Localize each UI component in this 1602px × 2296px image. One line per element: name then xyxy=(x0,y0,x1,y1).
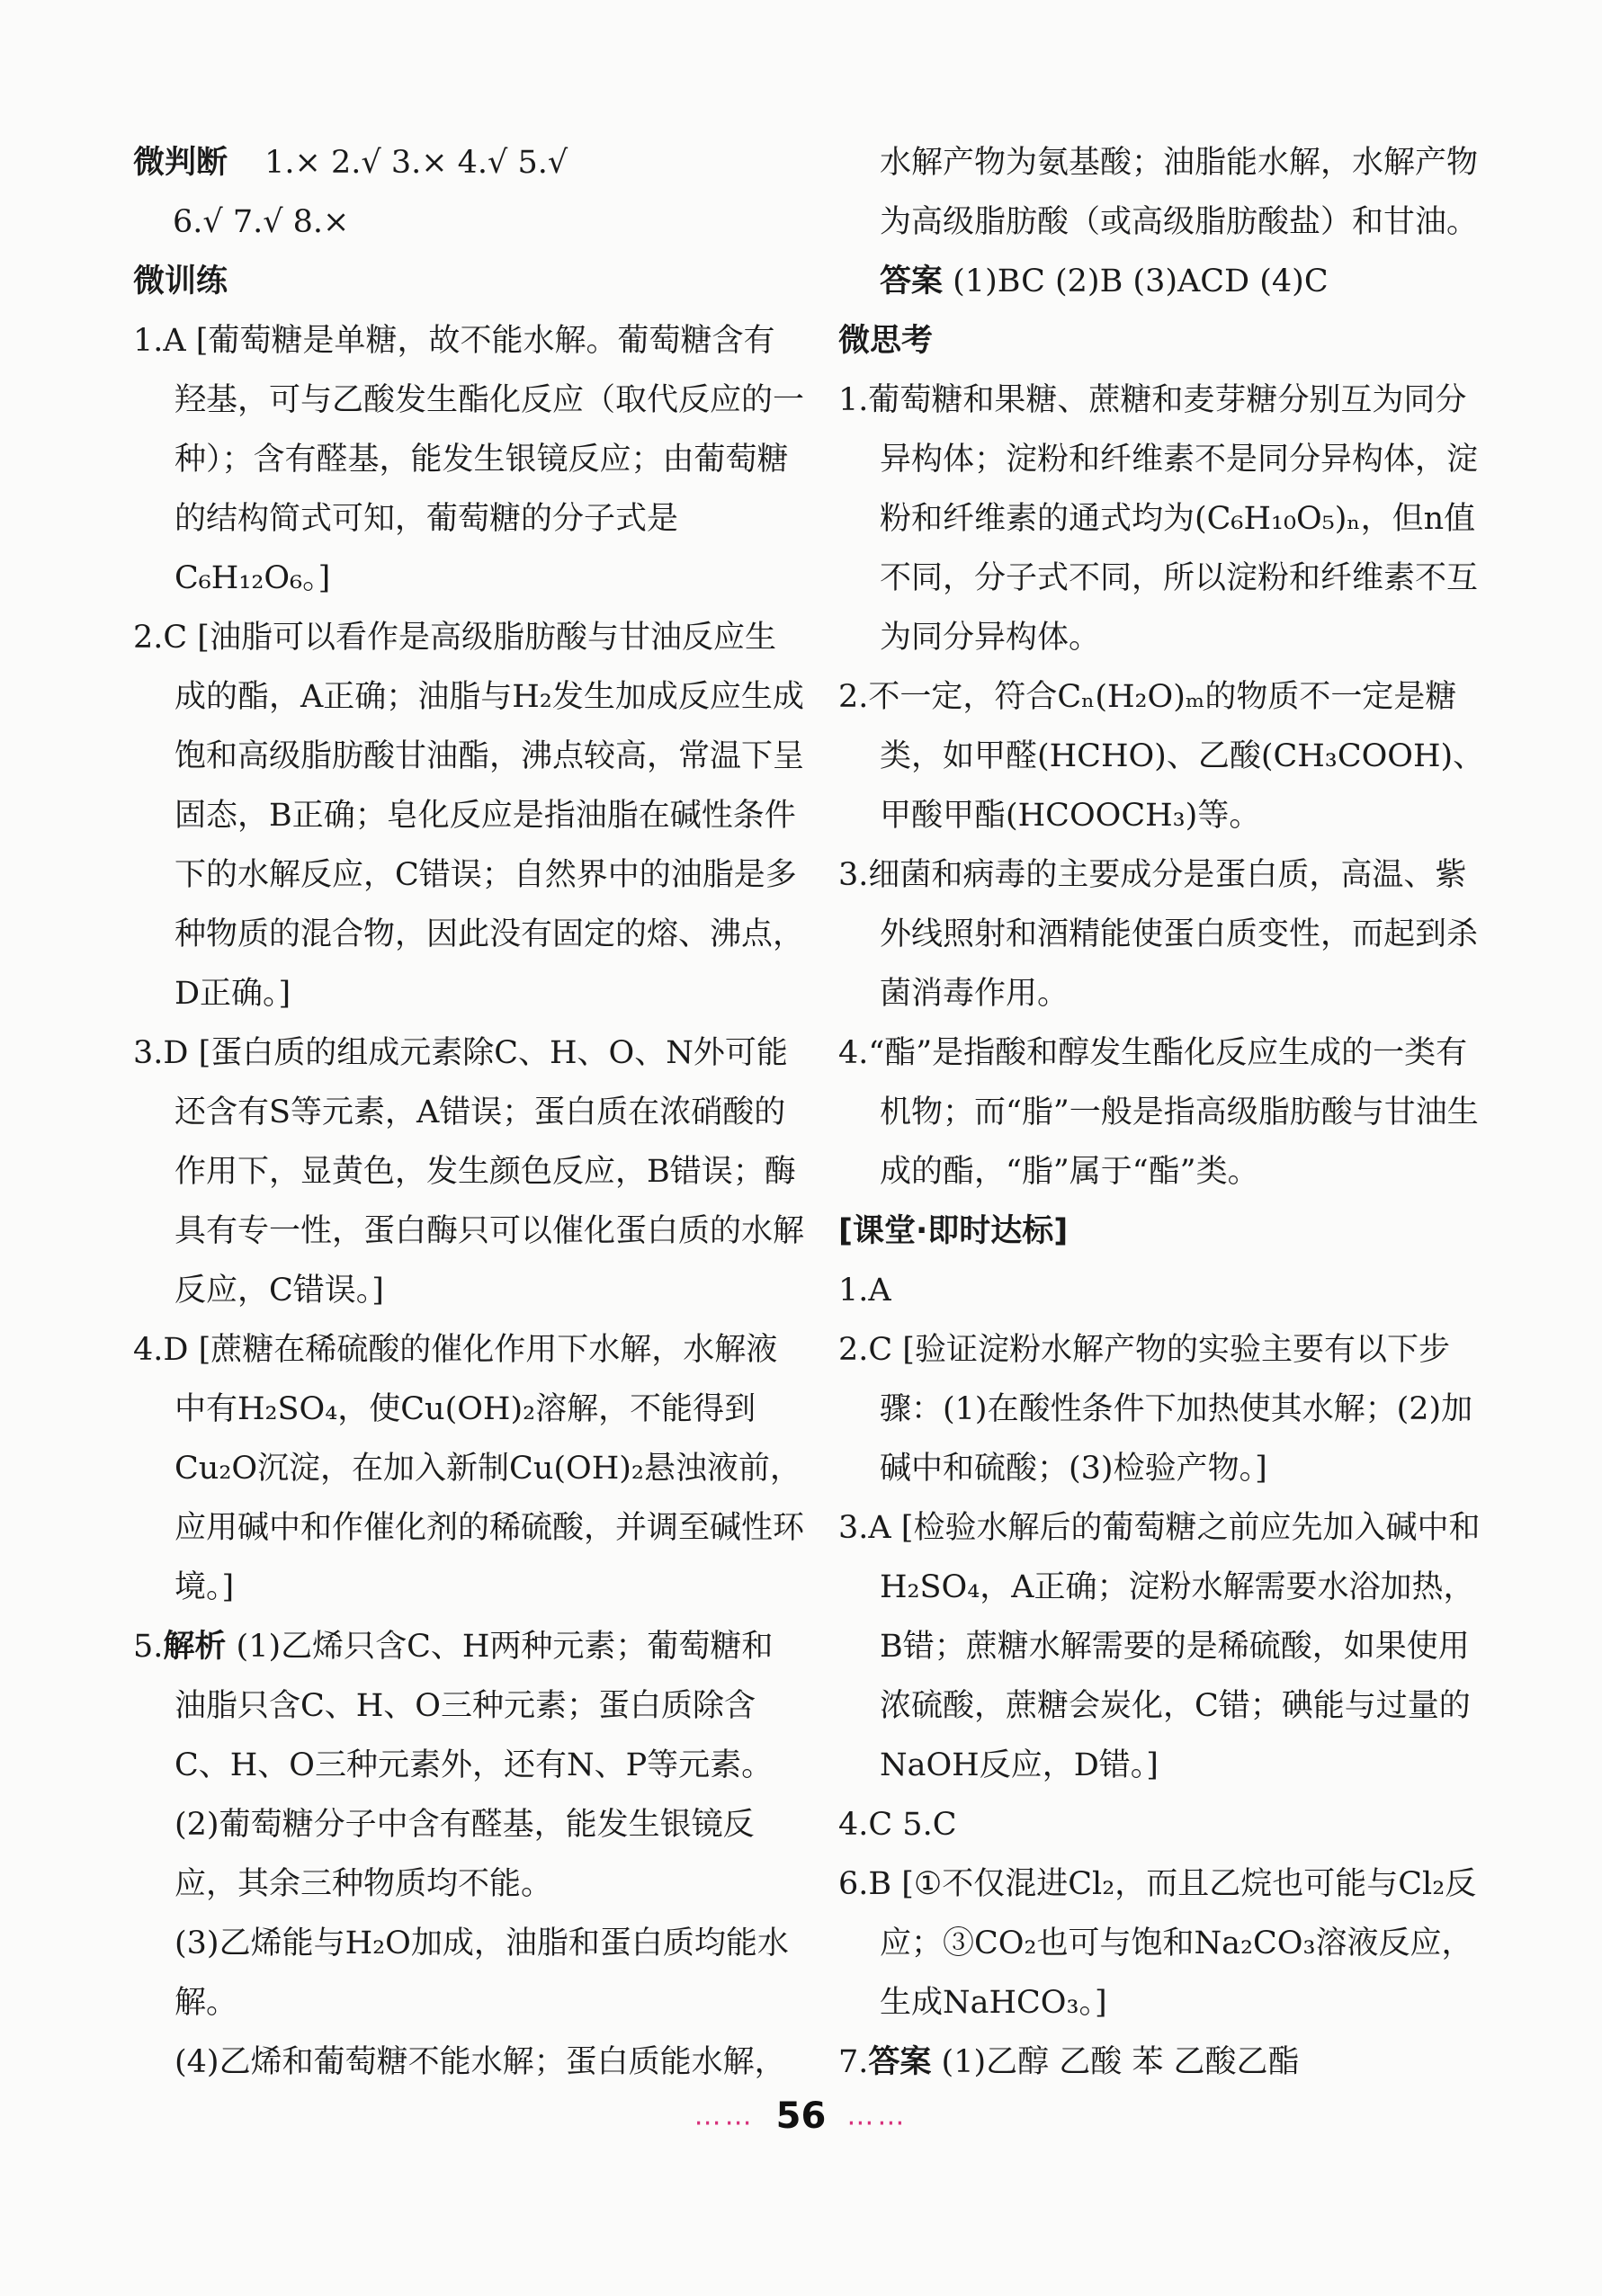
train-item-5 xyxy=(133,1617,804,1795)
judge-heading: 微判断 xyxy=(133,145,228,181)
right-column xyxy=(838,133,1495,2092)
item-5-number: 5. xyxy=(133,1629,164,1665)
train-item-3: 3.D [蛋白质的组成元素除C、H、O、N外可能还含有S等元素，A错误；蛋白质在浓硝酸的作用下，显黄色，发生颜色反应，B错误；酶具有专一性，蛋白酶只可以催化蛋白质的水解反应，C错误。] xyxy=(133,1035,805,1309)
item-7-number: 7. xyxy=(838,2044,869,2080)
judge-answers-2: 6.√ 7.√ 8.× xyxy=(173,204,350,240)
item-7-answer-text: (1)乙醇 乙酸 苯 乙酸乙酯 xyxy=(931,2044,1300,2080)
practice-item-4-5: 4.C 5.C xyxy=(838,1807,957,1843)
think-item-1: 1.葡萄糖和果糖、蔗糖和麦芽糖分别互为同分异构体；淀粉和纤维素不是同分异构体，淀粉和纤维素的通式均为(C₆H₁₀O₅)ₙ，但n值不同，分子式不同，所以淀粉和纤维素不互为同分异构体。 xyxy=(838,382,1479,656)
think-item-3: 3.细菌和病毒的主要成分是蛋白质，高温、紫外线照射和酒精能使蛋白质变性，而起到杀菌消毒作用。 xyxy=(838,857,1479,1012)
page-number: 56 xyxy=(775,2095,827,2137)
left-column xyxy=(133,133,804,2092)
think-item-2: 2.不一定，符合Cₙ(H₂O)ₘ的物质不一定是糖类，如甲醛(HCHO)、乙酸(CH₃COOH)、甲酸甲酯(HCOOCH₃)等。 xyxy=(838,679,1485,834)
practice-item-6: 6.B [①不仅混进Cl₂，而且乙烷也可能与Cl₂反应；③CO₂也可与饱和Na₂CO₃溶液反应，生成NaHCO₃。] xyxy=(838,1866,1477,2021)
analysis-part-3: (3)乙烯能与H₂O加成，油脂和蛋白质均能水解。 xyxy=(175,1925,789,2021)
think-item-4: 4.“酯”是指酸和醇发生酯化反应生成的一类有机物；而“脂”一般是指高级脂肪酸与甘油生成的酯，“脂”属于“酯”类。 xyxy=(838,1035,1479,1190)
practice-item-1: 1.A xyxy=(838,1273,891,1309)
think-heading: 微思考 xyxy=(838,323,934,359)
analysis-part-4: (4)乙烯和葡萄糖不能水解；蛋白质能水解， xyxy=(175,2044,786,2080)
practice-item-2: 2.C [验证淀粉水解产物的实验主要有以下步骤：(1)在酸性条件下加热使其水解；(2)加碱中和硫酸；(3)检验产物。] xyxy=(838,1332,1473,1487)
train-item-2: 2.C [油脂可以看作是高级脂肪酸与甘油反应生成的酯，A正确；油脂与H₂发生加成反应生成饱和高级脂肪酸甘油酯，沸点较高，常温下呈固态，B正确；皂化反应是指油脂在碱性条件下的水解反应，C错误；自然界中的油脂是多种物质的混合物，因此没有固定的熔、沸点，D正确。] xyxy=(133,620,805,1012)
train-item-1: 1.A [葡萄糖是单糖，故不能水解。葡萄糖含有羟基，可与乙酸发生酯化反应（取代反应的一种）；含有醛基，能发生银镜反应；由葡萄糖的结构简式可知，葡萄糖的分子式是C₆H₁₂O₆。] xyxy=(133,323,805,596)
answer-line xyxy=(838,252,1495,311)
judge-answers-1: 1.× 2.√ 3.× 4.√ 5.√ xyxy=(264,145,568,181)
practice-item-3: 3.A [检验水解后的葡萄糖之前应先加入碱中和H₂SO₄，A正确；淀粉水解需要水浴加热，B错；蔗糖水解需要的是稀硫酸，如果使用浓硫酸，蔗糖会炭化，C错；碘能与过量的NaOH反应，D错。] xyxy=(838,1510,1481,1783)
class-practice-heading: [课堂·即时达标] xyxy=(838,1213,1069,1249)
train-item-4: 4.D [蔗糖在稀硫酸的催化作用下水解，水解液中有H₂SO₄，使Cu(OH)₂溶解，不能得到Cu₂O沉淀，在加入新制Cu(OH)₂悬浊液前，应用碱中和作催化剂的稀硫酸，并调至碱性环境。] xyxy=(133,1332,805,1605)
train-heading: 微训练 xyxy=(133,264,228,299)
answer-label: 答案 xyxy=(880,264,944,299)
practice-item-7 xyxy=(838,2032,1495,2092)
item-7-answer-label: 答案 xyxy=(868,2044,932,2080)
footer-dots-left: …… xyxy=(694,2100,756,2132)
footer-dots-right: …… xyxy=(846,2100,908,2132)
analysis-continuation: 水解产物为氨基酸；油脂能水解，水解产物为高级脂肪酸（或高级脂肪酸盐）和甘油。 xyxy=(880,145,1479,240)
analysis-label: 解析 xyxy=(163,1629,227,1665)
analysis-part-2: (2)葡萄糖分子中含有醛基，能发生银镜反应，其余三种物质均不能。 xyxy=(175,1807,755,1902)
analysis-part-1: (1)乙烯只含C、H两种元素；葡萄糖和油脂只含C、H、O三种元素；蛋白质除含C、H、O三种元素外，还有N、P等元素。 xyxy=(175,1629,774,1783)
answer-text: (1)BC (2)B (3)ACD (4)C xyxy=(943,264,1329,299)
judge-line-1 xyxy=(133,133,804,192)
page-footer xyxy=(0,2095,1602,2137)
